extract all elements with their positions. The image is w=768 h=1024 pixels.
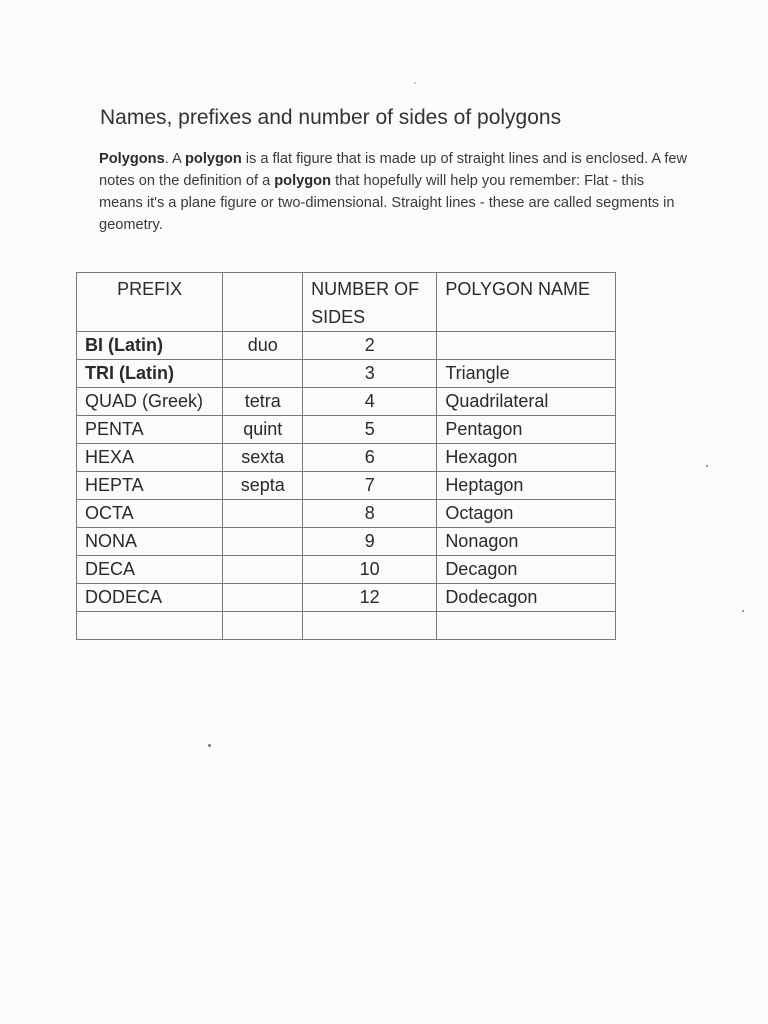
cell-prefix: PENTA bbox=[77, 416, 223, 444]
scan-speck bbox=[706, 465, 708, 467]
cell-alt: duo bbox=[223, 332, 303, 360]
cell-prefix: BI (Latin) bbox=[77, 332, 223, 360]
cell-alt bbox=[223, 612, 303, 640]
cell-prefix: DODECA bbox=[77, 584, 223, 612]
cell-name bbox=[437, 612, 616, 640]
cell-name: Heptagon bbox=[437, 472, 616, 500]
table-row bbox=[77, 416, 616, 444]
cell-sides bbox=[303, 612, 437, 640]
cell-alt: septa bbox=[223, 472, 303, 500]
cell-sides: 3 bbox=[303, 360, 437, 388]
header-number-of-sides: NUMBER OF SIDES bbox=[303, 273, 437, 332]
cell-alt bbox=[223, 528, 303, 556]
cell-prefix: TRI (Latin) bbox=[77, 360, 223, 388]
cell-name: Dodecagon bbox=[437, 584, 616, 612]
cell-prefix: QUAD (Greek) bbox=[77, 388, 223, 416]
cell-alt bbox=[223, 500, 303, 528]
table-row-empty bbox=[77, 612, 616, 640]
intro-term-polygon-2: polygon bbox=[274, 173, 332, 189]
polygon-table bbox=[76, 272, 616, 640]
cell-sides: 12 bbox=[303, 584, 437, 612]
cell-sides: 8 bbox=[303, 500, 437, 528]
cell-alt: tetra bbox=[223, 388, 303, 416]
cell-alt: quint bbox=[223, 416, 303, 444]
cell-sides: 9 bbox=[303, 528, 437, 556]
scan-speck bbox=[414, 82, 416, 84]
intro-paragraph bbox=[99, 148, 689, 236]
cell-name: Decagon bbox=[437, 556, 616, 584]
table-row bbox=[77, 360, 616, 388]
scan-speck bbox=[742, 610, 744, 612]
cell-name: Pentagon bbox=[437, 416, 616, 444]
cell-alt bbox=[223, 360, 303, 388]
cell-sides: 4 bbox=[303, 388, 437, 416]
table-row bbox=[77, 332, 616, 360]
table-row bbox=[77, 472, 616, 500]
cell-alt bbox=[223, 584, 303, 612]
cell-prefix: OCTA bbox=[77, 500, 223, 528]
cell-sides: 10 bbox=[303, 556, 437, 584]
cell-name: Quadrilateral bbox=[437, 388, 616, 416]
cell-name: Hexagon bbox=[437, 444, 616, 472]
table-row bbox=[77, 528, 616, 556]
scan-speck bbox=[208, 744, 211, 747]
table-row bbox=[77, 444, 616, 472]
cell-prefix: NONA bbox=[77, 528, 223, 556]
intro-lead: Polygons bbox=[99, 151, 165, 167]
cell-sides: 7 bbox=[303, 472, 437, 500]
header-prefix: PREFIX bbox=[77, 273, 223, 332]
cell-sides: 5 bbox=[303, 416, 437, 444]
table-row bbox=[77, 500, 616, 528]
cell-prefix: DECA bbox=[77, 556, 223, 584]
cell-alt bbox=[223, 556, 303, 584]
cell-name: Octagon bbox=[437, 500, 616, 528]
table-row bbox=[77, 584, 616, 612]
cell-sides: 2 bbox=[303, 332, 437, 360]
intro-text-3: that hopefully will help you remember: Flat - this means it's a plane figure or two-dimensional. Straight lines - these are called segments in geometry. bbox=[99, 173, 675, 233]
cell-alt: sexta bbox=[223, 444, 303, 472]
table-row bbox=[77, 388, 616, 416]
table-row bbox=[77, 556, 616, 584]
header-alt bbox=[223, 273, 303, 332]
cell-prefix bbox=[77, 612, 223, 640]
cell-name: Triangle bbox=[437, 360, 616, 388]
page-title: Names, prefixes and number of sides of polygons bbox=[100, 106, 562, 129]
cell-name: Nonagon bbox=[437, 528, 616, 556]
cell-prefix: HEPTA bbox=[77, 472, 223, 500]
cell-prefix: HEXA bbox=[77, 444, 223, 472]
table-header-row bbox=[77, 273, 616, 332]
header-polygon-name: POLYGON NAME bbox=[437, 273, 616, 332]
cell-sides: 6 bbox=[303, 444, 437, 472]
intro-text-2: is a flat figure that is made up of straight lines and is enclosed. A few notes on the definition of a bbox=[99, 151, 688, 189]
intro-text-1: . A bbox=[164, 151, 185, 167]
intro-term-polygon: polygon bbox=[184, 151, 242, 167]
cell-name bbox=[437, 332, 616, 360]
